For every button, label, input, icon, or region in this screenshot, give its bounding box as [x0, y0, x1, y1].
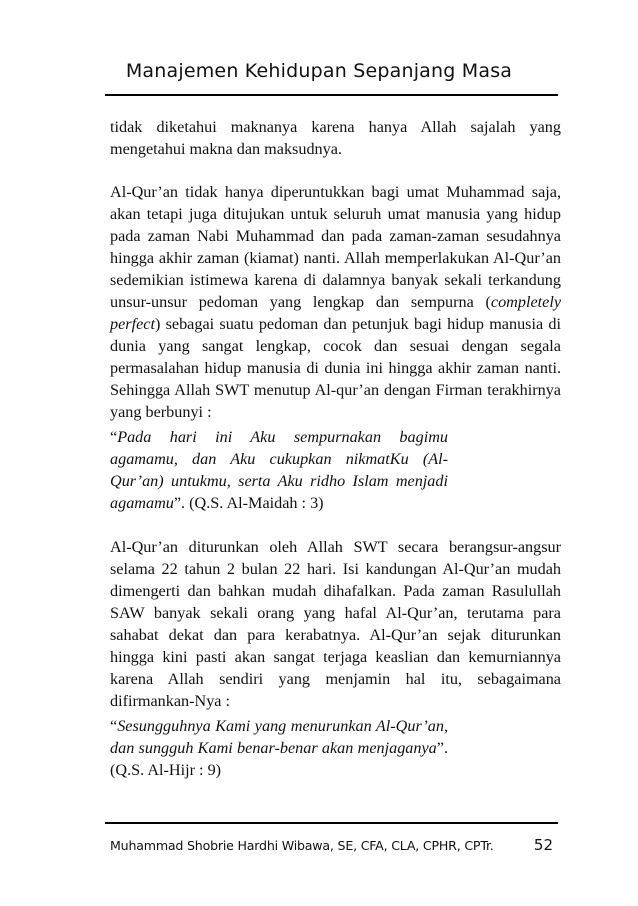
- footer-author: Muhammad Shobrie Hardhi Wibawa, SE, CFA, CLA, CPHR, CPTr.: [110, 838, 494, 853]
- footer-divider: [105, 822, 558, 824]
- paragraph-2: [110, 181, 561, 423]
- quote-al-hijr: [110, 715, 448, 781]
- quote-1-open-mark: “: [110, 428, 118, 446]
- quote-2-reference: ”. (Q.S. Al-Hijr : 9): [110, 739, 448, 779]
- header-divider: [105, 94, 558, 96]
- paragraph-1: tidak diketahui maknanya karena hanya Allah sajalah yang mengetahui makna dan maksudnya.: [110, 118, 561, 158]
- paragraph-3: Al-Qur’an diturunkan oleh Allah SWT secara berangsur-angsur selama 22 tahun 2 bulan 22 hari. Isi kandungan Al-Qur’an mudah dimengerti dan bahkan mudah dihafalkan. Pada zaman Rasulullah SAW banyak sekali orang yang hafal Al-Qur’an, terutama para sahabat dekat dan para kerabatnya. Al-Qur’an sejak diturunkan hingga kini pasti akan sangat terjaga keaslian dan kemurniannya karena Allah sendiri yang menjamin hal itu, sebagaimana difirmankan-Nya :: [110, 538, 561, 710]
- page-header-title: Manajemen Kehidupan Sepanjang Masa: [125, 60, 513, 82]
- quote-1-text: Pada hari ini Aku sempurnakan bagimu agamamu, dan Aku cukupkan nikmatKu (Al-Qur’an) untukmu, serta Aku ridho Islam menjadi agamamu: [110, 428, 448, 512]
- quote-al-maidah: [110, 426, 448, 514]
- quote-2-text: Sesungguhnya Kami yang menurunkan Al-Qur’an, dan sungguh Kami benar-benar akan menjaganya: [110, 717, 448, 757]
- page-body: [110, 116, 561, 781]
- quote-1-reference: ”. (Q.S. Al-Maidah : 3): [173, 494, 324, 512]
- page-number: 52: [533, 836, 553, 854]
- paragraph-2-text-b: ) sebagai suatu pedoman dan petunjuk bagi hidup manusia di dunia yang sangat lengkap, cocok dan sesuai dengan segala permasalahan hidup manusia di dunia ini hingga akhir zaman nanti. Sehingga Allah SWT menutup Al-qur’an dengan Firman terakhirnya yang berbunyi :: [110, 315, 561, 421]
- page-footer: [110, 836, 561, 854]
- quote-2-open-mark: “: [110, 717, 118, 735]
- paragraph-2-italic-term: completely perfect: [110, 293, 561, 333]
- paragraph-2-text-a: Al-Qur’an tidak hanya diperuntukkan bagi umat Muhammad saja, akan tetapi juga ditujukan untuk seluruh umat manusia yang hidup pada zaman Nabi Muhammad dan pada zaman-zaman sesudahnya hingga akhir zaman (kiamat) nanti. Allah memperlakukan Al-Qur’an sedemikian istimewa karena di dalamnya banyak sekali terkandung unsur-unsur pedoman yang lengkap dan sempurna (: [110, 183, 561, 311]
